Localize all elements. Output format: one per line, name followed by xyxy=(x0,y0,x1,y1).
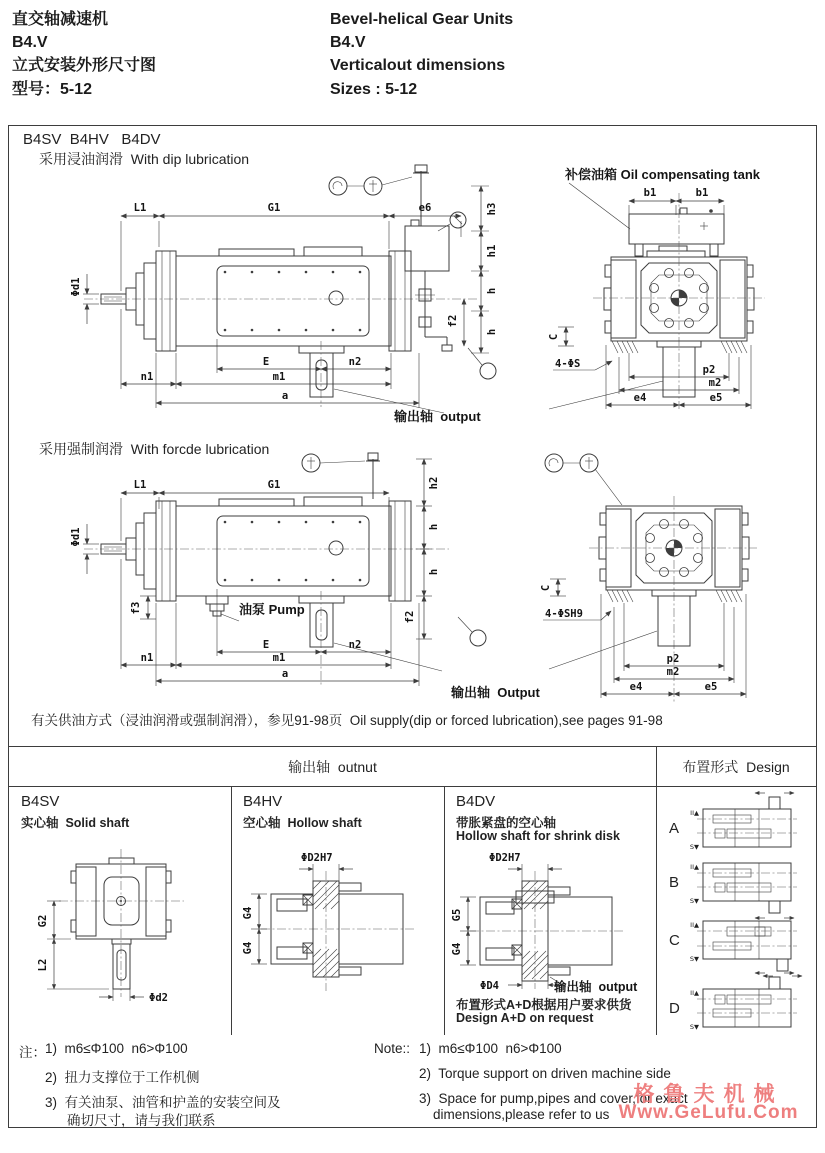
dim-m1: m1 xyxy=(272,652,286,664)
dim-d1: Φd1 xyxy=(70,277,82,297)
drawings-panel xyxy=(8,125,817,747)
dim-C: C xyxy=(548,333,560,341)
dim-f2: f2 xyxy=(404,610,416,624)
forced-output-label: 输出轴 Output xyxy=(451,685,540,700)
dim-E: E xyxy=(262,639,270,651)
dip-lubrication-drawing xyxy=(9,141,816,446)
b4dv-desc-zh: 带胀紧盘的空心轴 xyxy=(456,816,557,830)
dim-a: a xyxy=(281,390,289,402)
b4dv-note-zh: 布置形式A+D根据用户要求供货 xyxy=(456,998,632,1012)
dim-e5: e5 xyxy=(704,681,718,693)
title-en-line2: B4.V xyxy=(330,34,366,51)
supply-note: 有关供油方式（浸油润滑或强制润滑），参见91-98页 Oil supply(dip or forced lubrication),see pages 91-98 xyxy=(31,713,663,728)
dim-n2: n2 xyxy=(348,356,362,368)
dim-n1: n1 xyxy=(140,371,154,383)
design-b-mark-top: II▲ xyxy=(690,863,699,871)
dim-e6: e6 xyxy=(418,202,432,214)
design-header: 布置形式 Design xyxy=(682,758,790,775)
design-c-mark-bottom: S▼ xyxy=(689,955,699,963)
dim-f2: f2 xyxy=(447,314,459,328)
dim-4-phi-sh9: 4-ΦSH9 xyxy=(545,608,583,620)
forced-subtitle: 采用强制润滑 With forcde lubrication xyxy=(39,441,270,457)
forced-end-view xyxy=(540,454,757,703)
callout-balloons xyxy=(329,177,466,231)
title-zh-line1: 直交轴减速机 xyxy=(12,11,109,28)
dim-G1: G1 xyxy=(267,479,281,491)
design-a-label: A xyxy=(669,820,680,837)
dim-b1-left: b1 xyxy=(643,187,657,199)
note-en-3: 3) Space for pump,pipes and cover,for exact xyxy=(419,1091,688,1106)
title-zh-line3: 立式安装外形尺寸图 xyxy=(12,57,157,74)
b4dv-model: B4DV xyxy=(456,793,496,810)
dip-output-label: 输出轴 output xyxy=(394,409,481,424)
title-zh-line2: B4.V xyxy=(12,34,48,51)
design-d-label: D xyxy=(669,1000,680,1017)
design-b-label: B xyxy=(669,874,680,891)
dim-d1: Φd1 xyxy=(70,527,82,547)
dim-D2H7: ΦD2H7 xyxy=(301,852,333,864)
forced-lubrication-drawing xyxy=(9,451,816,713)
dim-D2H7: ΦD2H7 xyxy=(489,852,521,864)
dim-p2: p2 xyxy=(702,364,716,376)
title-zh-line4: 型号：5-12 xyxy=(12,81,93,98)
watermark-line2: Www.GeLufu.Com xyxy=(618,1102,799,1123)
dim-G4-lower: G4 xyxy=(242,941,254,955)
dim-G5: G5 xyxy=(451,908,463,922)
dim-n2: n2 xyxy=(348,639,362,651)
design-b xyxy=(669,863,797,918)
design-d-mark-top: II▲ xyxy=(690,989,699,997)
dim-f3: f3 xyxy=(130,601,142,615)
dim-h-lower: h xyxy=(486,328,498,336)
b4sv-drawing xyxy=(9,839,231,1031)
dip-side-view xyxy=(70,165,663,413)
watermark-line1: 格鲁夫机械 xyxy=(633,1083,784,1106)
dim-a: a xyxy=(281,668,289,680)
dim-m1: m1 xyxy=(272,371,286,383)
dim-E: E xyxy=(262,356,270,368)
design-d xyxy=(669,973,797,1031)
dip-subtitle: 采用浸油润滑 With dip lubrication xyxy=(39,151,250,167)
dim-e4: e4 xyxy=(629,681,643,693)
pump-label: 油泵 Pump xyxy=(239,602,305,617)
title-en-line4: Sizes : 5-12 xyxy=(330,81,418,98)
dim-h2: h2 xyxy=(428,476,440,490)
note-en-label: Note:: xyxy=(374,1041,411,1056)
b4dv-desc-en: Hollow shaft for shrink disk xyxy=(456,829,620,843)
dim-b1-right: b1 xyxy=(695,187,709,199)
dim-G1: G1 xyxy=(267,202,281,214)
forced-side-view xyxy=(70,453,657,686)
dim-d2: Φd2 xyxy=(149,992,168,1004)
note-en-3b: dimensions,please refer to us xyxy=(433,1107,610,1122)
dim-L1: L1 xyxy=(133,202,147,214)
models-title: B4SV B4HV B4DV xyxy=(23,131,161,148)
title-en-line1: Bevel-helical Gear Units xyxy=(330,11,514,28)
dim-m2: m2 xyxy=(666,666,680,678)
dim-e5: e5 xyxy=(709,392,723,404)
dim-4-phi-s: 4-ΦS xyxy=(555,358,581,370)
dim-n1: n1 xyxy=(140,652,154,664)
dim-G2: G2 xyxy=(37,914,49,928)
design-a-mark-bottom: S▼ xyxy=(689,843,699,851)
b4dv-note-en: Design A+D on request xyxy=(456,1011,594,1025)
design-a xyxy=(669,793,797,851)
b4dv-output-label: 输出轴 output xyxy=(554,980,638,994)
dip-end-view xyxy=(548,183,765,409)
note-zh-2: 2) 扭力支撑位于工作机侧 xyxy=(45,1070,200,1085)
dim-L2: L2 xyxy=(37,958,49,972)
design-c xyxy=(669,921,802,976)
b4hv-model: B4HV xyxy=(243,793,283,810)
dim-p2: p2 xyxy=(666,653,680,665)
note-en-1: 1) m6≤Φ100 n6>Φ100 xyxy=(419,1041,562,1056)
dim-L1: L1 xyxy=(133,479,147,491)
dim-e4: e4 xyxy=(633,392,647,404)
note-zh-label: 注： xyxy=(19,1045,46,1060)
design-options-drawing xyxy=(657,787,815,1035)
dim-m2: m2 xyxy=(708,377,722,389)
design-d-mark-bottom: S▼ xyxy=(689,1023,699,1031)
dim-h-lower: h xyxy=(428,568,440,576)
note-en-2: 2) Torque support on driven machine side xyxy=(419,1066,671,1081)
b4hv-drawing xyxy=(231,839,444,1031)
output-shaft-header: 输出轴 outnut xyxy=(288,758,377,775)
dim-h-upper: h xyxy=(486,287,498,295)
dim-G4-upper: G4 xyxy=(242,906,254,920)
design-c-mark-top: II▲ xyxy=(690,921,699,929)
dim-h3: h3 xyxy=(486,202,498,216)
b4sv-desc: 实心轴 Solid shaft xyxy=(21,816,130,830)
dim-D4: ΦD4 xyxy=(480,980,499,992)
b4dv-drawing xyxy=(444,847,656,992)
design-c-label: C xyxy=(669,932,680,949)
shaft-table xyxy=(8,747,817,1036)
b4hv-desc: 空心轴 Hollow shaft xyxy=(243,816,362,830)
design-a-mark-top: II▲ xyxy=(690,809,699,817)
dim-h-upper: h xyxy=(428,523,440,531)
title-en-line3: Verticalout dimensions xyxy=(330,57,506,74)
b4sv-model: B4SV xyxy=(21,793,60,810)
oil-tank-label: 补偿油箱 Oil compensating tank xyxy=(565,167,761,182)
note-zh-3: 3) 有关油泵、油管和护盖的安装空间及 xyxy=(45,1095,281,1110)
design-b-mark-bottom: S▼ xyxy=(689,897,699,905)
note-zh-1: 1) m6≤Φ100 n6>Φ100 xyxy=(45,1041,188,1056)
dim-G4: G4 xyxy=(451,942,463,956)
note-zh-3b: 确切尺寸，请与我们联系 xyxy=(67,1113,216,1128)
dim-C: C xyxy=(540,584,552,592)
dim-h1: h1 xyxy=(486,244,498,258)
